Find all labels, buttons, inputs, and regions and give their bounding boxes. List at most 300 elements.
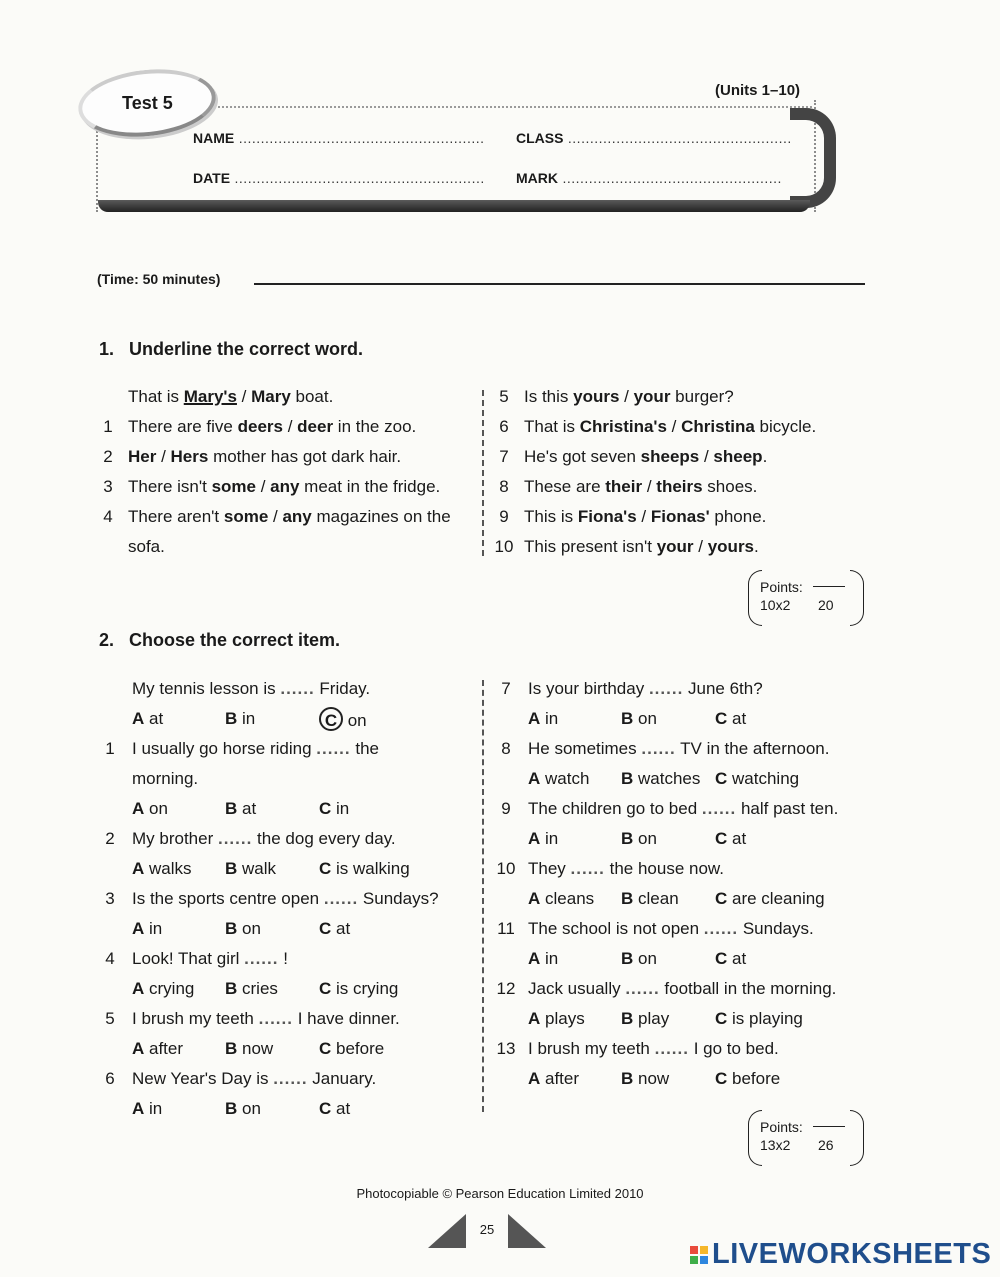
section2-title-text: Choose the correct item. <box>129 630 341 650</box>
option-a[interactable] <box>132 704 163 734</box>
word-choice-b[interactable]: theirs <box>656 477 703 496</box>
option-letter: A <box>132 1039 145 1058</box>
word-choice-a[interactable]: their <box>605 477 643 496</box>
word-choice-b[interactable]: any <box>270 477 300 496</box>
option-text: is playing <box>727 1009 803 1028</box>
option-text: in <box>540 949 559 968</box>
option-text: in <box>540 829 559 848</box>
sentence-text: . <box>762 447 768 466</box>
page-tab-right <box>508 1214 546 1248</box>
sentence-text: New Year's Day is <box>132 1069 274 1088</box>
question-sentence <box>528 854 724 884</box>
option-text: in <box>144 919 163 938</box>
option-letter: B <box>621 1069 634 1088</box>
answer-blank[interactable]: ...... <box>258 1009 293 1028</box>
answer-blank[interactable]: ...... <box>280 679 315 698</box>
option-text: cleans <box>540 889 595 908</box>
option-letter: C <box>319 1039 332 1058</box>
sentence-text: I brush my teeth <box>132 1009 259 1028</box>
question-sentence <box>524 532 759 562</box>
option-c[interactable] <box>319 1034 384 1064</box>
word-choice-a[interactable]: Her <box>128 447 157 466</box>
option-text: watching <box>727 769 800 788</box>
option-text: now <box>633 1069 670 1088</box>
sentence-text: mother has got dark hair. <box>208 447 402 466</box>
section1-left-column <box>100 382 470 562</box>
sentence-text: I usually go horse riding <box>132 739 317 758</box>
option-text: on <box>343 711 367 730</box>
option-letter: B <box>621 1009 634 1028</box>
answer-blank[interactable]: ...... <box>570 859 605 878</box>
option-a[interactable] <box>528 704 558 734</box>
section2-left-column <box>100 674 480 1124</box>
option-text: plays <box>540 1009 585 1028</box>
option-text: at <box>727 829 747 848</box>
sentence-text: I brush my teeth <box>528 1039 655 1058</box>
sentence-text: Is your birthday <box>528 679 649 698</box>
option-b[interactable] <box>225 1034 273 1064</box>
question-sentence <box>528 794 838 824</box>
option-letter: B <box>621 949 634 968</box>
sentence-text: My tennis lesson is <box>132 679 281 698</box>
answer-blank[interactable]: ...... <box>273 1069 308 1088</box>
sentence-text: half past ten. <box>736 799 839 818</box>
option-text: at <box>144 709 164 728</box>
option-letter: C <box>319 1099 332 1118</box>
option-a[interactable] <box>528 1064 579 1094</box>
class-field[interactable] <box>516 130 792 148</box>
item-number: 7 <box>501 679 511 698</box>
option-c[interactable] <box>715 1064 780 1094</box>
points-label: Points: <box>760 1119 803 1135</box>
word-choice-a[interactable]: Fiona's <box>577 507 637 526</box>
name-dots: ........................................................ <box>238 130 485 146</box>
option-letter: B <box>225 859 238 878</box>
option-letter: B <box>621 709 634 728</box>
option-text: after <box>144 1039 184 1058</box>
sentence-text: phone. <box>709 507 767 526</box>
logo-square <box>690 1256 698 1264</box>
choice-separator: / <box>236 387 252 406</box>
page-tab-left <box>428 1214 466 1248</box>
choice-separator: / <box>666 417 682 436</box>
item-number: 2 <box>103 447 113 466</box>
item-number: 8 <box>499 477 509 496</box>
item-number: 13 <box>496 1039 516 1058</box>
option-b[interactable] <box>225 974 278 1004</box>
sentence-text: Jack usually <box>528 979 626 998</box>
section2-title <box>99 630 340 651</box>
option-letter: A <box>132 979 145 998</box>
question-sentence <box>524 382 734 412</box>
item-number: 1 <box>103 417 113 436</box>
option-text: on <box>237 1099 261 1118</box>
sentence-text: There aren't <box>128 507 224 526</box>
question-sentence <box>128 442 401 472</box>
option-b[interactable] <box>621 704 657 734</box>
choice-separator: / <box>282 417 298 436</box>
option-letter: A <box>528 1069 541 1088</box>
sentence-text: Is this <box>524 387 574 406</box>
item-number: 3 <box>103 477 113 496</box>
sentence-text: The children go to bed <box>528 799 702 818</box>
question-sentence <box>524 412 816 442</box>
word-choice-a[interactable]: deers <box>237 417 283 436</box>
option-letter: B <box>225 799 238 818</box>
item-number: 5 <box>105 1009 115 1028</box>
option-b[interactable] <box>621 944 657 974</box>
question-sentence <box>128 472 440 502</box>
option-letter: C <box>715 889 728 908</box>
option-text: clean <box>633 889 679 908</box>
sentence-text: He's got seven <box>524 447 641 466</box>
option-text: play <box>633 1009 670 1028</box>
option-b[interactable] <box>225 914 261 944</box>
sentence-text: . <box>754 537 759 556</box>
answer-blank[interactable]: ...... <box>703 919 739 938</box>
header-bottom-bar <box>98 200 810 212</box>
choice-separator: / <box>255 477 271 496</box>
option-text: in <box>540 709 559 728</box>
liveworksheets-icon <box>690 1246 708 1264</box>
question-sentence <box>528 674 763 704</box>
word-choice-a[interactable]: sheeps <box>640 447 700 466</box>
section1-divider <box>482 390 484 556</box>
sentence-continuation: sofa. <box>128 537 165 556</box>
question-sentence <box>128 502 451 532</box>
item-number: 6 <box>499 417 509 436</box>
option-c[interactable] <box>319 1094 350 1124</box>
date-dots: ......................................................... <box>234 170 485 186</box>
choice-separator: / <box>642 477 657 496</box>
name-label: NAME <box>193 130 235 146</box>
option-a[interactable] <box>132 794 168 824</box>
option-letter: C <box>715 829 728 848</box>
points-paren-right <box>850 570 864 626</box>
sentence-text: June 6th? <box>683 679 763 698</box>
option-c[interactable] <box>319 706 367 736</box>
word-choice-a[interactable]: Mary's <box>183 387 237 406</box>
word-choice-b[interactable]: Christina <box>681 417 755 436</box>
option-text: on <box>237 919 261 938</box>
option-letter: C <box>715 1069 728 1088</box>
section1-title <box>99 339 363 360</box>
sentence-text: He sometimes <box>528 739 642 758</box>
question-sentence <box>132 824 396 854</box>
option-text: is crying <box>331 979 399 998</box>
option-text: at <box>331 1099 351 1118</box>
answer-blank[interactable]: ...... <box>701 799 737 818</box>
option-a[interactable] <box>132 914 162 944</box>
question-sentence <box>132 1064 376 1094</box>
sentence-text: boat. <box>290 387 334 406</box>
option-letter: A <box>528 889 541 908</box>
option-letter: B <box>225 919 238 938</box>
section1-points <box>748 570 864 626</box>
points-total: 20 <box>818 597 834 613</box>
answer-blank[interactable]: ...... <box>316 739 351 758</box>
units-label: (Units 1–10) <box>715 82 801 99</box>
option-text: at <box>237 799 257 818</box>
option-a[interactable] <box>132 974 194 1004</box>
sentence-text: These are <box>524 477 606 496</box>
option-letter: C <box>319 799 332 818</box>
sentence-text: ! <box>278 949 288 968</box>
option-a[interactable] <box>528 824 558 854</box>
word-choice-a[interactable]: some <box>223 507 269 526</box>
option-b[interactable] <box>621 764 700 794</box>
option-c[interactable] <box>319 914 350 944</box>
option-text: on <box>633 949 657 968</box>
date-field[interactable] <box>193 170 485 188</box>
option-text: cries <box>237 979 278 998</box>
word-choice-a[interactable]: some <box>211 477 256 496</box>
option-letter: A <box>528 1009 541 1028</box>
sentence-text: That is <box>128 387 184 406</box>
name-field[interactable] <box>193 130 485 148</box>
option-letter: B <box>225 979 238 998</box>
word-choice-a[interactable]: yours <box>573 387 620 406</box>
sentence-text: meat in the fridge. <box>299 477 441 496</box>
time-label: (Time: 50 minutes) <box>97 271 221 287</box>
item-number: 6 <box>105 1069 115 1088</box>
logo-square <box>700 1256 708 1264</box>
sentence-text: There isn't <box>128 477 212 496</box>
question-sentence <box>132 734 379 764</box>
sentence-text: Look! That girl <box>132 949 245 968</box>
logo-square <box>700 1246 708 1254</box>
choice-separator: / <box>699 447 714 466</box>
option-c[interactable] <box>715 824 746 854</box>
sentence-text: football in the morning. <box>659 979 837 998</box>
option-b[interactable] <box>621 824 657 854</box>
sentence-text: bicycle. <box>754 417 817 436</box>
question-sentence <box>528 1034 779 1064</box>
sentence-text: This present isn't <box>524 537 657 556</box>
sentence-text: I go to bed. <box>688 1039 779 1058</box>
answer-blank[interactable]: ...... <box>654 1039 689 1058</box>
option-b[interactable] <box>621 1064 669 1094</box>
option-text: are cleaning <box>727 889 825 908</box>
header-right-curve <box>790 108 836 208</box>
option-text: at <box>727 949 747 968</box>
section1-title-text: Underline the correct word. <box>129 339 364 359</box>
option-letter: A <box>132 919 145 938</box>
sentence-text: TV in the afternoon. <box>675 739 830 758</box>
answer-blank[interactable]: ...... <box>217 829 253 848</box>
option-c[interactable] <box>319 854 410 884</box>
logo-square <box>690 1246 698 1254</box>
points-line <box>813 586 845 587</box>
sentence-text: Sundays. <box>738 919 814 938</box>
copyright-footer: Photocopiable © Pearson Education Limited 2010 <box>356 1186 644 1201</box>
option-text: before <box>727 1069 781 1088</box>
example-sentence <box>132 674 370 704</box>
section2-points <box>748 1110 864 1166</box>
section2-right-column <box>496 674 876 1124</box>
points-line <box>813 1126 845 1127</box>
answer-blank[interactable]: ...... <box>625 979 660 998</box>
example-sentence <box>128 382 333 412</box>
item-number: 11 <box>497 919 515 938</box>
word-choice-b[interactable]: Fionas' <box>650 507 710 526</box>
item-number: 12 <box>496 979 516 998</box>
sentence-text: in the zoo. <box>333 417 417 436</box>
option-letter: C <box>319 979 332 998</box>
option-text: in <box>331 799 350 818</box>
question-sentence <box>132 884 439 914</box>
time-rule <box>254 283 865 285</box>
option-letter: A <box>132 799 145 818</box>
sentence-text: That is <box>524 417 580 436</box>
item-number: 3 <box>105 889 115 908</box>
word-choice-a[interactable]: your <box>656 537 694 556</box>
option-text: walks <box>144 859 192 878</box>
item-number: 4 <box>103 507 113 526</box>
section2-number: 2. <box>99 630 115 650</box>
sentence-text: Friday. <box>314 679 371 698</box>
sentence-text: Is the sports centre open <box>132 889 324 908</box>
sentence-text: the <box>350 739 379 758</box>
option-letter: B <box>225 1039 238 1058</box>
option-c[interactable] <box>715 704 746 734</box>
liveworksheets-text: LIVEWORKSHEETS <box>712 1238 992 1270</box>
option-letter: B <box>621 829 634 848</box>
option-a[interactable] <box>132 854 192 884</box>
option-text: watch <box>540 769 590 788</box>
sentence-text: shoes. <box>702 477 758 496</box>
points-total: 26 <box>818 1137 834 1153</box>
option-b[interactable] <box>225 794 256 824</box>
option-c[interactable] <box>715 764 799 794</box>
option-text: crying <box>144 979 195 998</box>
option-b[interactable] <box>225 704 255 734</box>
question-sentence <box>128 412 416 442</box>
option-letter: A <box>132 1099 145 1118</box>
item-number: 9 <box>499 507 509 526</box>
word-choice-b[interactable]: sheep <box>713 447 763 466</box>
sentence-text: January. <box>307 1069 377 1088</box>
answer-blank[interactable]: ...... <box>648 679 684 698</box>
mark-dots: .................................................. <box>562 170 782 186</box>
word-choice-b[interactable]: your <box>633 387 671 406</box>
sentence-text: the dog every day. <box>252 829 396 848</box>
option-letter: A <box>528 949 541 968</box>
option-a[interactable] <box>528 1004 585 1034</box>
sentence-text: I have dinner. <box>292 1009 400 1028</box>
option-c[interactable] <box>715 1004 803 1034</box>
sentence-text: burger? <box>670 387 734 406</box>
option-letter: B <box>621 769 634 788</box>
option-c[interactable] <box>715 944 746 974</box>
word-choice-b[interactable]: deer <box>297 417 334 436</box>
word-choice-b[interactable]: Hers <box>170 447 209 466</box>
item-number: 7 <box>499 447 509 466</box>
question-sentence <box>528 974 836 1004</box>
option-b[interactable] <box>225 854 276 884</box>
circled-answer: C <box>319 707 343 731</box>
section1-right-column <box>496 382 876 562</box>
option-b[interactable] <box>225 1094 261 1124</box>
option-letter: C <box>319 859 332 878</box>
choice-separator: / <box>636 507 651 526</box>
option-letter: A <box>528 829 541 848</box>
option-c[interactable] <box>319 974 398 1004</box>
word-choice-b[interactable]: Mary <box>251 387 291 406</box>
item-number: 10 <box>494 537 514 556</box>
item-number: 2 <box>105 829 115 848</box>
class-label: CLASS <box>516 130 564 146</box>
option-text: after <box>540 1069 580 1088</box>
option-letter: A <box>132 709 145 728</box>
option-c[interactable] <box>319 794 349 824</box>
sentence-text: My brother <box>132 829 218 848</box>
word-choice-b[interactable]: any <box>282 507 312 526</box>
option-letter: B <box>225 709 238 728</box>
answer-blank[interactable]: ...... <box>244 949 279 968</box>
sentence-text: They <box>528 859 571 878</box>
question-sentence <box>528 734 829 764</box>
option-letter: C <box>715 1009 728 1028</box>
sentence-text: There are five <box>128 417 238 436</box>
sentence-continuation: morning. <box>132 769 199 788</box>
option-a[interactable] <box>528 764 589 794</box>
option-text: at <box>727 709 747 728</box>
points-paren-right <box>850 1110 864 1166</box>
option-letter: A <box>528 769 541 788</box>
option-letter: A <box>528 709 541 728</box>
sentence-text: Sundays? <box>358 889 439 908</box>
option-text: on <box>633 829 657 848</box>
option-c[interactable] <box>715 884 825 914</box>
question-sentence <box>132 1004 400 1034</box>
option-a[interactable] <box>528 944 558 974</box>
answer-blank[interactable]: ...... <box>323 889 359 908</box>
date-label: DATE <box>193 170 231 186</box>
sentence-text: the house now. <box>604 859 724 878</box>
option-text: at <box>331 919 351 938</box>
question-sentence <box>524 442 767 472</box>
question-sentence <box>132 944 288 974</box>
item-number: 1 <box>105 739 115 758</box>
option-a[interactable] <box>132 1034 183 1064</box>
page-number: 25 <box>479 1222 495 1237</box>
question-sentence <box>528 914 814 944</box>
option-text: walk <box>237 859 277 878</box>
section2-divider <box>482 680 484 1112</box>
choice-separator: / <box>619 387 634 406</box>
option-text: in <box>144 1099 163 1118</box>
word-choice-b[interactable]: yours <box>707 537 755 556</box>
item-number: 4 <box>105 949 115 968</box>
option-b[interactable] <box>621 1004 669 1034</box>
option-text: in <box>237 709 256 728</box>
option-a[interactable] <box>132 1094 162 1124</box>
answer-blank[interactable]: ...... <box>641 739 676 758</box>
question-sentence <box>524 502 766 532</box>
points-label: Points: <box>760 579 803 595</box>
option-letter: B <box>225 1099 238 1118</box>
points-calc: 10x2 <box>760 597 791 613</box>
item-number: 8 <box>501 739 511 758</box>
mark-field[interactable] <box>516 170 782 188</box>
word-choice-a[interactable]: Christina's <box>579 417 667 436</box>
sentence-text: This is <box>524 507 578 526</box>
sentence-text: magazines on the <box>311 507 451 526</box>
option-letter: C <box>715 709 728 728</box>
option-b[interactable] <box>621 884 679 914</box>
option-a[interactable] <box>528 884 594 914</box>
